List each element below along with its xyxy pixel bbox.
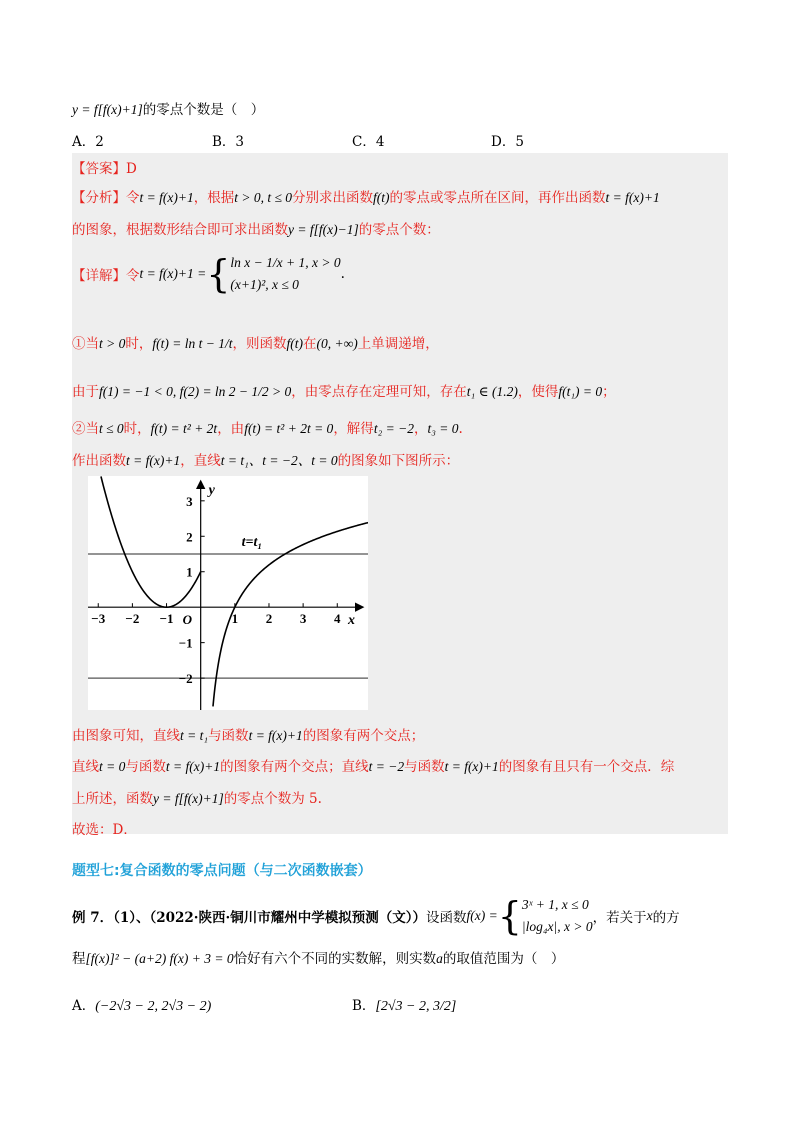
choice-c-value: 4 bbox=[375, 134, 385, 150]
math-expr: t = f(x)+1 bbox=[139, 190, 194, 205]
step-text: . bbox=[458, 421, 463, 437]
step-text: ，解得 bbox=[333, 421, 374, 437]
math-expr: f(1) = −1 < 0, f(2) = ln 2 − 1/2 > 0 bbox=[99, 384, 292, 399]
example-text: 恰好有六个不同的实数解，则实数 bbox=[233, 951, 437, 967]
brace-symbol: { bbox=[497, 894, 522, 938]
example-text: 程 bbox=[72, 951, 86, 967]
function-graph bbox=[88, 476, 368, 710]
y-tick-label: 2 bbox=[186, 529, 193, 545]
analysis-text: 的零点个数： bbox=[358, 222, 440, 238]
choice-d-letter: D． bbox=[491, 134, 516, 150]
math-expr: t = f(x)+1 bbox=[165, 759, 221, 774]
analysis-text: 的零点或零点所在区间，再作出函数 bbox=[389, 190, 606, 206]
conclusion-text: 与函数 bbox=[125, 759, 166, 775]
math-expr: y = f[f(x)−1] bbox=[288, 222, 359, 237]
step-text: ，由零点存在定理可知，存在 bbox=[291, 384, 467, 400]
conclusion-text: 直线 bbox=[72, 759, 99, 775]
answer-value: D bbox=[126, 161, 137, 177]
question-function: y = f[f(x)+1] bbox=[72, 102, 143, 117]
math-expr: t₁ ∈ (1.2) bbox=[466, 384, 518, 399]
choice-d-value: 5 bbox=[515, 134, 524, 150]
math-expr: t ≤ 0 bbox=[99, 421, 124, 436]
math-expr: t = f(x)+1 bbox=[126, 453, 181, 468]
step-text: ①当 bbox=[72, 336, 99, 352]
detail-tag: 【详解】 bbox=[72, 268, 126, 284]
example-label: 例 7．（1）、（2022·陕西·铜川市耀州中学模拟预测（文）） bbox=[72, 910, 426, 926]
math-expr: f(x) = bbox=[466, 908, 498, 923]
choice-b-letter: B． bbox=[212, 134, 236, 150]
math-expr: [f(x)]² − (a+2) f(x) + 3 = 0 bbox=[85, 951, 234, 966]
option-a bbox=[72, 994, 211, 1015]
conclusion-line-3 bbox=[72, 787, 322, 807]
math-expr: t = −2 bbox=[368, 759, 405, 774]
t1-line-label: t=t₁ bbox=[241, 535, 263, 550]
math-expr: f(t) = t² + 2t bbox=[150, 421, 218, 436]
step-text: ，使得 bbox=[517, 384, 559, 400]
case-1: 3ˣ + 1, x ≤ 0 bbox=[521, 897, 589, 912]
choice-d bbox=[491, 130, 524, 150]
math-expr: (0, +∞) bbox=[316, 336, 358, 351]
option-b-value: [2√3 − 2, 3/2] bbox=[375, 999, 457, 1014]
step-text: 的图象如下图所示： bbox=[337, 453, 460, 469]
x-tick-label: −2 bbox=[125, 611, 140, 627]
x-tick-label: −1 bbox=[159, 611, 174, 627]
answer-line bbox=[72, 157, 137, 177]
choice-a-letter: A． bbox=[72, 134, 96, 150]
x-tick-label: 2 bbox=[265, 611, 273, 627]
y-axis-label: y bbox=[208, 483, 215, 498]
y-tick-label: 3 bbox=[186, 493, 193, 509]
step-text: 上单调递增， bbox=[357, 336, 439, 352]
origin-label: O bbox=[182, 612, 193, 628]
x-tick-label: −3 bbox=[91, 611, 106, 627]
math-expr: f(t) bbox=[286, 336, 303, 351]
conclusion-text: 上所述，函数 bbox=[72, 791, 153, 807]
conclusion-text: 与函数 bbox=[208, 728, 249, 744]
step-text: 作出函数 bbox=[72, 453, 126, 469]
conclusion-line-4: 故选：D． bbox=[72, 822, 137, 838]
option-b bbox=[352, 994, 456, 1015]
step-text: ，由 bbox=[217, 421, 245, 437]
step-text: ； bbox=[602, 384, 616, 400]
option-b-letter: B． bbox=[352, 998, 376, 1014]
step-text: ②当 bbox=[72, 421, 99, 437]
step2-line bbox=[72, 380, 616, 400]
math-expr: t = f(x)+1 = bbox=[139, 266, 207, 281]
detail-line bbox=[72, 252, 345, 296]
step-text: 由于 bbox=[72, 384, 99, 400]
graph-svg bbox=[88, 476, 368, 710]
x-axis-label: x bbox=[348, 613, 355, 629]
conclusion-text: 的图象有且只有一个交点．综 bbox=[498, 759, 675, 775]
question-text: 的零点个数是（ ） bbox=[142, 102, 265, 118]
math-expr: t = f(x)+1 bbox=[605, 190, 660, 205]
section-title: 题型七:复合函数的零点问题（与二次函数嵌套） bbox=[72, 863, 372, 879]
step1-line bbox=[72, 332, 439, 352]
step-text: ，直线 bbox=[180, 453, 221, 469]
conclusion-line-2 bbox=[72, 755, 674, 775]
math-expr: t = f(x)+1 bbox=[248, 728, 303, 743]
step-text: 时， bbox=[123, 421, 151, 437]
choice-c-letter: C． bbox=[352, 134, 376, 150]
choice-c bbox=[352, 130, 384, 150]
math-expr: t = t₁、t = −2、t = 0 bbox=[220, 453, 338, 468]
step4-line bbox=[72, 449, 459, 469]
piecewise-cases bbox=[522, 894, 593, 938]
detail-text: 令 bbox=[126, 268, 140, 284]
conclusion-text: 由图象可知，直线 bbox=[72, 728, 180, 744]
analysis-line-2 bbox=[72, 218, 440, 238]
math-expr: t > 0, t ≤ 0 bbox=[234, 190, 292, 205]
detail-end: . bbox=[340, 266, 345, 282]
conclusion-line-1 bbox=[72, 724, 424, 744]
answer-tag: 【答案】 bbox=[72, 161, 126, 177]
y-tick-label: 1 bbox=[186, 564, 193, 580]
math-expr: f(t) = t² + 2t = 0 bbox=[244, 421, 334, 436]
math-expr: t = f(x)+1 bbox=[444, 759, 499, 774]
math-expr: t = t₁ bbox=[180, 728, 209, 743]
math-expr: f(t) = ln t − 1/t bbox=[152, 336, 233, 351]
x-tick-label: 4 bbox=[334, 611, 341, 627]
step-text: 在 bbox=[302, 336, 317, 352]
conclusion-text: 与函数 bbox=[404, 759, 445, 775]
option-a-value: (−2√3 − 2, 2√3 − 2) bbox=[95, 999, 212, 1014]
choice-a bbox=[72, 130, 104, 150]
math-expr: f(t₁) = 0 bbox=[558, 384, 603, 399]
step-text: 时， bbox=[125, 336, 153, 352]
y-tick-label: −1 bbox=[178, 635, 193, 651]
analysis-text: ，根据 bbox=[193, 190, 235, 206]
brace-symbol: { bbox=[206, 252, 231, 296]
step-text: ， bbox=[413, 421, 428, 437]
analysis-tag: 【分析】 bbox=[72, 190, 126, 206]
analysis-text: 的图象，根据数形结合即可求出函数 bbox=[72, 222, 288, 238]
example-text: 设函数 bbox=[425, 910, 467, 926]
case-2: (x+1)², x ≤ 0 bbox=[230, 277, 299, 292]
y-tick-label: −2 bbox=[178, 671, 193, 687]
math-expr: a bbox=[436, 951, 443, 966]
example-text: ，若关于 bbox=[592, 910, 647, 926]
choice-a-value: 2 bbox=[95, 134, 104, 150]
math-expr: t₂ = −2 bbox=[373, 421, 414, 436]
math-expr: x bbox=[646, 908, 653, 923]
example-line-1 bbox=[72, 894, 680, 938]
conclusion-text: 的图象有两个交点； bbox=[302, 728, 425, 744]
example-text: 的方 bbox=[652, 910, 680, 926]
step-text: ，则函数 bbox=[232, 336, 287, 352]
example-text: 的取值范围为（ ） bbox=[442, 951, 565, 967]
case-2: |log₄x|, x > 0 bbox=[521, 919, 593, 934]
conclusion-text: 的零点个数为 5. bbox=[223, 791, 322, 807]
choice-b-value: 3 bbox=[235, 134, 245, 150]
choice-b bbox=[212, 130, 244, 150]
analysis-text: 令 bbox=[126, 190, 140, 206]
math-expr: y = f[f(x)+1] bbox=[153, 791, 224, 806]
math-expr: f(t) bbox=[373, 190, 390, 205]
math-expr: t = 0 bbox=[99, 759, 126, 774]
step3-line bbox=[72, 417, 463, 437]
example-line-2 bbox=[72, 947, 564, 967]
x-tick-label: 1 bbox=[231, 611, 239, 627]
question-line bbox=[72, 98, 264, 118]
case-1: ln x − 1/x + 1, x > 0 bbox=[230, 255, 341, 270]
x-tick-label: 3 bbox=[299, 611, 307, 627]
analysis-text: 分别求出函数 bbox=[292, 190, 373, 206]
math-expr: t > 0 bbox=[99, 336, 126, 351]
conclusion-text: 的图象有两个交点；直线 bbox=[220, 759, 369, 775]
analysis-line-1 bbox=[72, 186, 660, 206]
math-expr: t₃ = 0 bbox=[427, 421, 459, 436]
piecewise-cases bbox=[230, 252, 340, 296]
option-a-letter: A． bbox=[72, 998, 96, 1014]
